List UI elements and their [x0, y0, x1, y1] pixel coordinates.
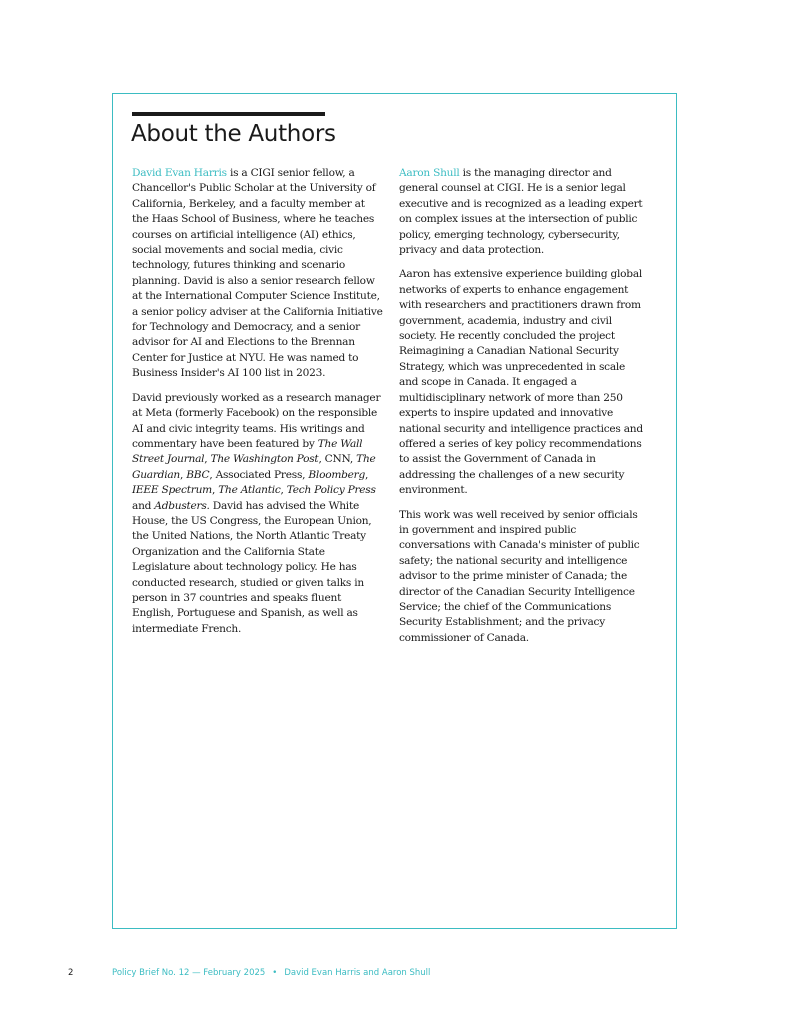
publication-name: Bloomberg [308, 468, 366, 481]
author-name-aaron: Aaron Shull [399, 167, 460, 179]
left-column [132, 166, 384, 646]
bio-text: , [365, 468, 369, 481]
footer-separator: • [272, 968, 278, 978]
publication-name: Adbusters [154, 499, 207, 512]
publication-name: The Wall Street Journal [132, 437, 363, 466]
footer-authors: David Evan Harris and Aaron Shull [284, 968, 431, 978]
publication-name: Tech Policy Press [286, 484, 376, 497]
publication-name: The Washington Post [210, 453, 319, 466]
bio-text: , [204, 453, 211, 466]
bio-aaron-experience: Aaron has extensive experience building global networks of experts to enhance engagement with researchers and practitioners drawn from government, academia, industry and civil society. He recently concluded the project Reimagining a Canadian National Security Strategy, which was unprecedented in scale and scope in Canada. It engaged a multidisciplinary network of more than 250 experts to inspire updated and innovative national security and intelligence practices and offered a series of key policy recommendations to assist the Government of Canada in addressing the challenges of a new security environment. [399, 268, 643, 497]
bio-david-experience [132, 391, 384, 638]
publication-name: The Atlantic [218, 484, 281, 497]
page-number: 2 [68, 968, 74, 978]
section-title: About the Authors [131, 121, 336, 147]
bio-text: . David has advised the White House, the US Congress, the European Union, the United Nations, the North Atlantic Treaty Organization and the California State Legislature about technology policy. He has conducted research, studied or given talks in person in 37 countries and speaks fluent English, Portuguese and Spanish, as well as intermediate French. [132, 499, 372, 635]
bio-text: , [211, 484, 219, 497]
bio-text: , Associated Press, [209, 468, 309, 481]
bio-aaron-intro-text: is the managing director and general counsel at CIGI. He is a senior legal executive and is recognized as a leading expert on complex issues at the intersection of public policy, emerging technology, cybersecurity, privacy and data protection. [399, 167, 643, 257]
bio-aaron-intro [399, 166, 647, 258]
bio-david-intro [132, 166, 384, 382]
title-rule [132, 112, 325, 116]
bio-text: David previously worked as a research manager at Meta (formerly Facebook) on the responsible AI and civic integrity teams. His writings and commentary have been featured by [132, 391, 381, 450]
bio-text: , [280, 484, 287, 497]
publication-name: IEEE Spectrum [132, 484, 212, 497]
bio-text: and [132, 499, 155, 512]
bio-aaron-reception: This work was well received by senior officials in government and inspired public conversations with Canada's minister of public safety; the national security and intelligence advisor to the prime minister of Canada; the director of the Canadian Security Intelligence Service; the chief of the Communications Security Establishment; and the privacy commissioner of Canada. [399, 508, 640, 644]
bio-text: , CNN, [318, 453, 357, 466]
footer-publication: Policy Brief No. 12 — February 2025 [112, 968, 266, 978]
bio-text: , [179, 468, 187, 481]
author-name-david: David Evan Harris [132, 167, 227, 179]
publication-name: BBC [186, 468, 210, 481]
right-column [399, 166, 647, 655]
publication-name: The Guardian [132, 453, 376, 481]
bio-david-intro-text: is a CIGI senior fellow, a Chancellor's Public Scholar at the University of California, Berkeley, and a faculty member at the Haas School of Business, where he teaches courses on artificial intelligence (AI) ethics, social movements and social media, civic technology, futures thinking and scenario planning. David is also a senior research fellow at the International Computer Science Institute, a senior policy adviser at the California Initiative for Technology and Democracy, and a senior advisor for AI and Elections to the Brennan Center for Justice at NYU. He was named to Business Insider's AI 100 list in 2023. [132, 167, 383, 380]
footer-text [112, 968, 430, 978]
